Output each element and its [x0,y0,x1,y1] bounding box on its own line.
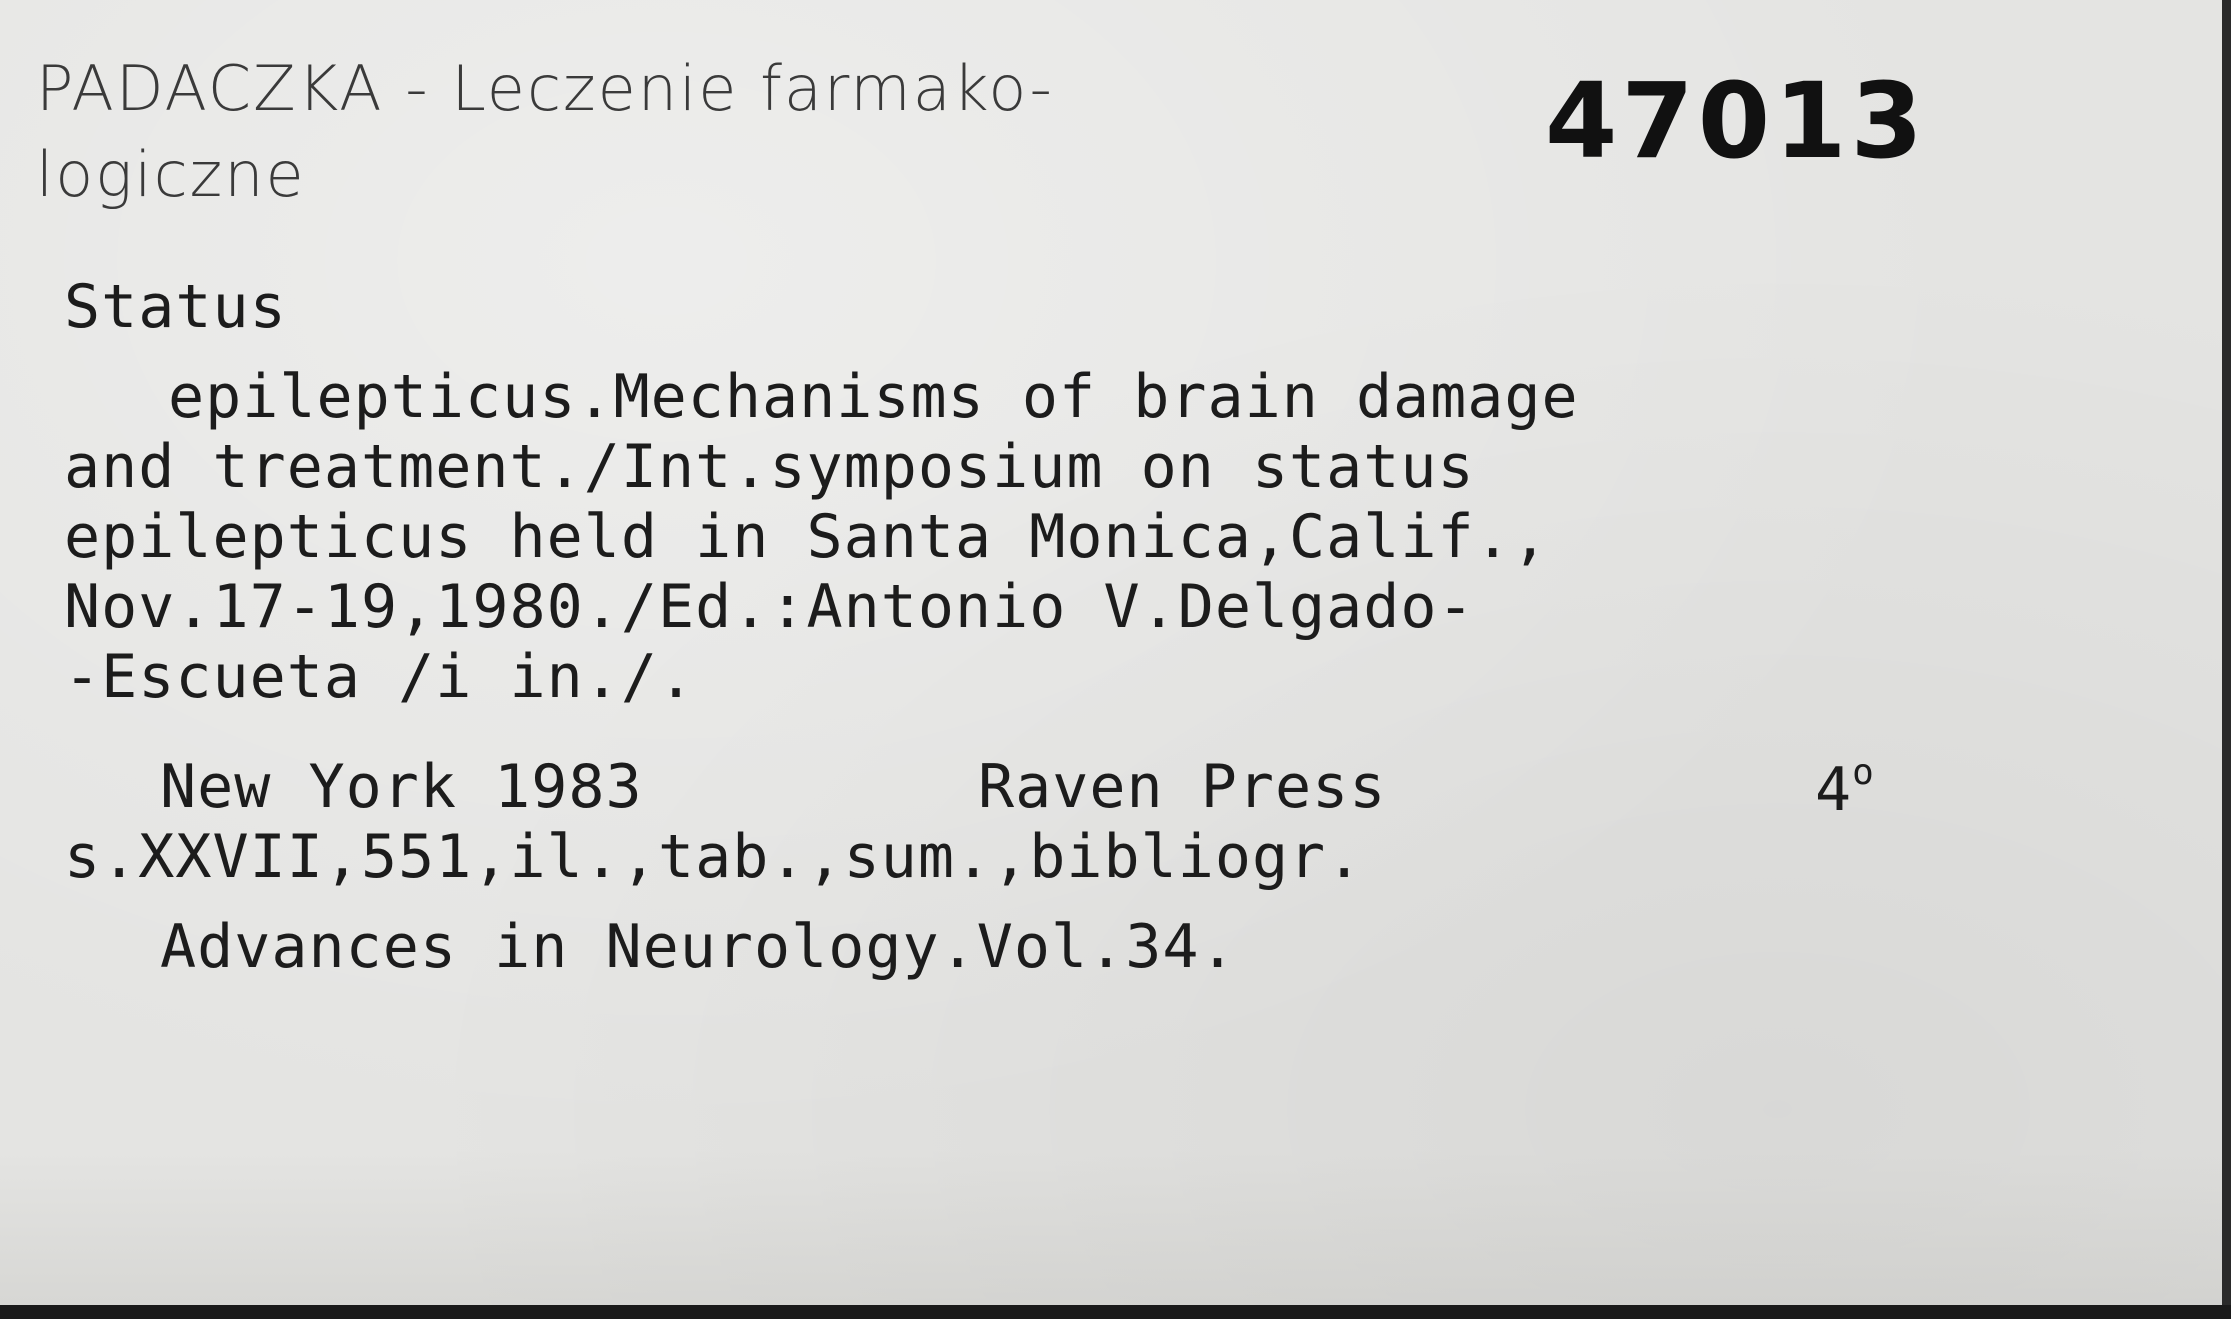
imprint-publisher: Raven Press [978,752,1387,822]
entry-line-1: Status [64,272,287,342]
entry-line-5: Nov.17-19,1980./Ed.:Antonio V.Delgado- [64,572,1475,642]
physical-description: s.XXVII,551,il.,tab.,sum.,bibliogr. [64,822,1364,892]
entry-line-4: epilepticus held in Santa Monica,Calif., [64,502,1549,572]
subject-heading-line-2: logiczne [36,138,306,211]
background-edge-right [2222,0,2231,1319]
background-edge-bottom [0,1305,2231,1319]
entry-line-2: epilepticus.Mechanisms of brain damage [168,362,1579,432]
subject-heading-line-1: PADACZKA - Leczenie farmako- [36,52,1054,125]
imprint-format [1815,752,1875,825]
series-statement: Advances in Neurology.Vol.34. [160,912,1237,982]
entry-line-6: -Escueta /i in./. [64,642,696,712]
format-number: 4 [1815,755,1853,825]
entry-line-3: and treatment./Int.symposium on status [64,432,1475,502]
imprint-place-year: New York 1983 [160,752,643,822]
format-superscript: o [1852,752,1875,793]
catalog-number: 47013 [1545,60,1927,182]
card-wear-stain [0,1150,2222,1305]
